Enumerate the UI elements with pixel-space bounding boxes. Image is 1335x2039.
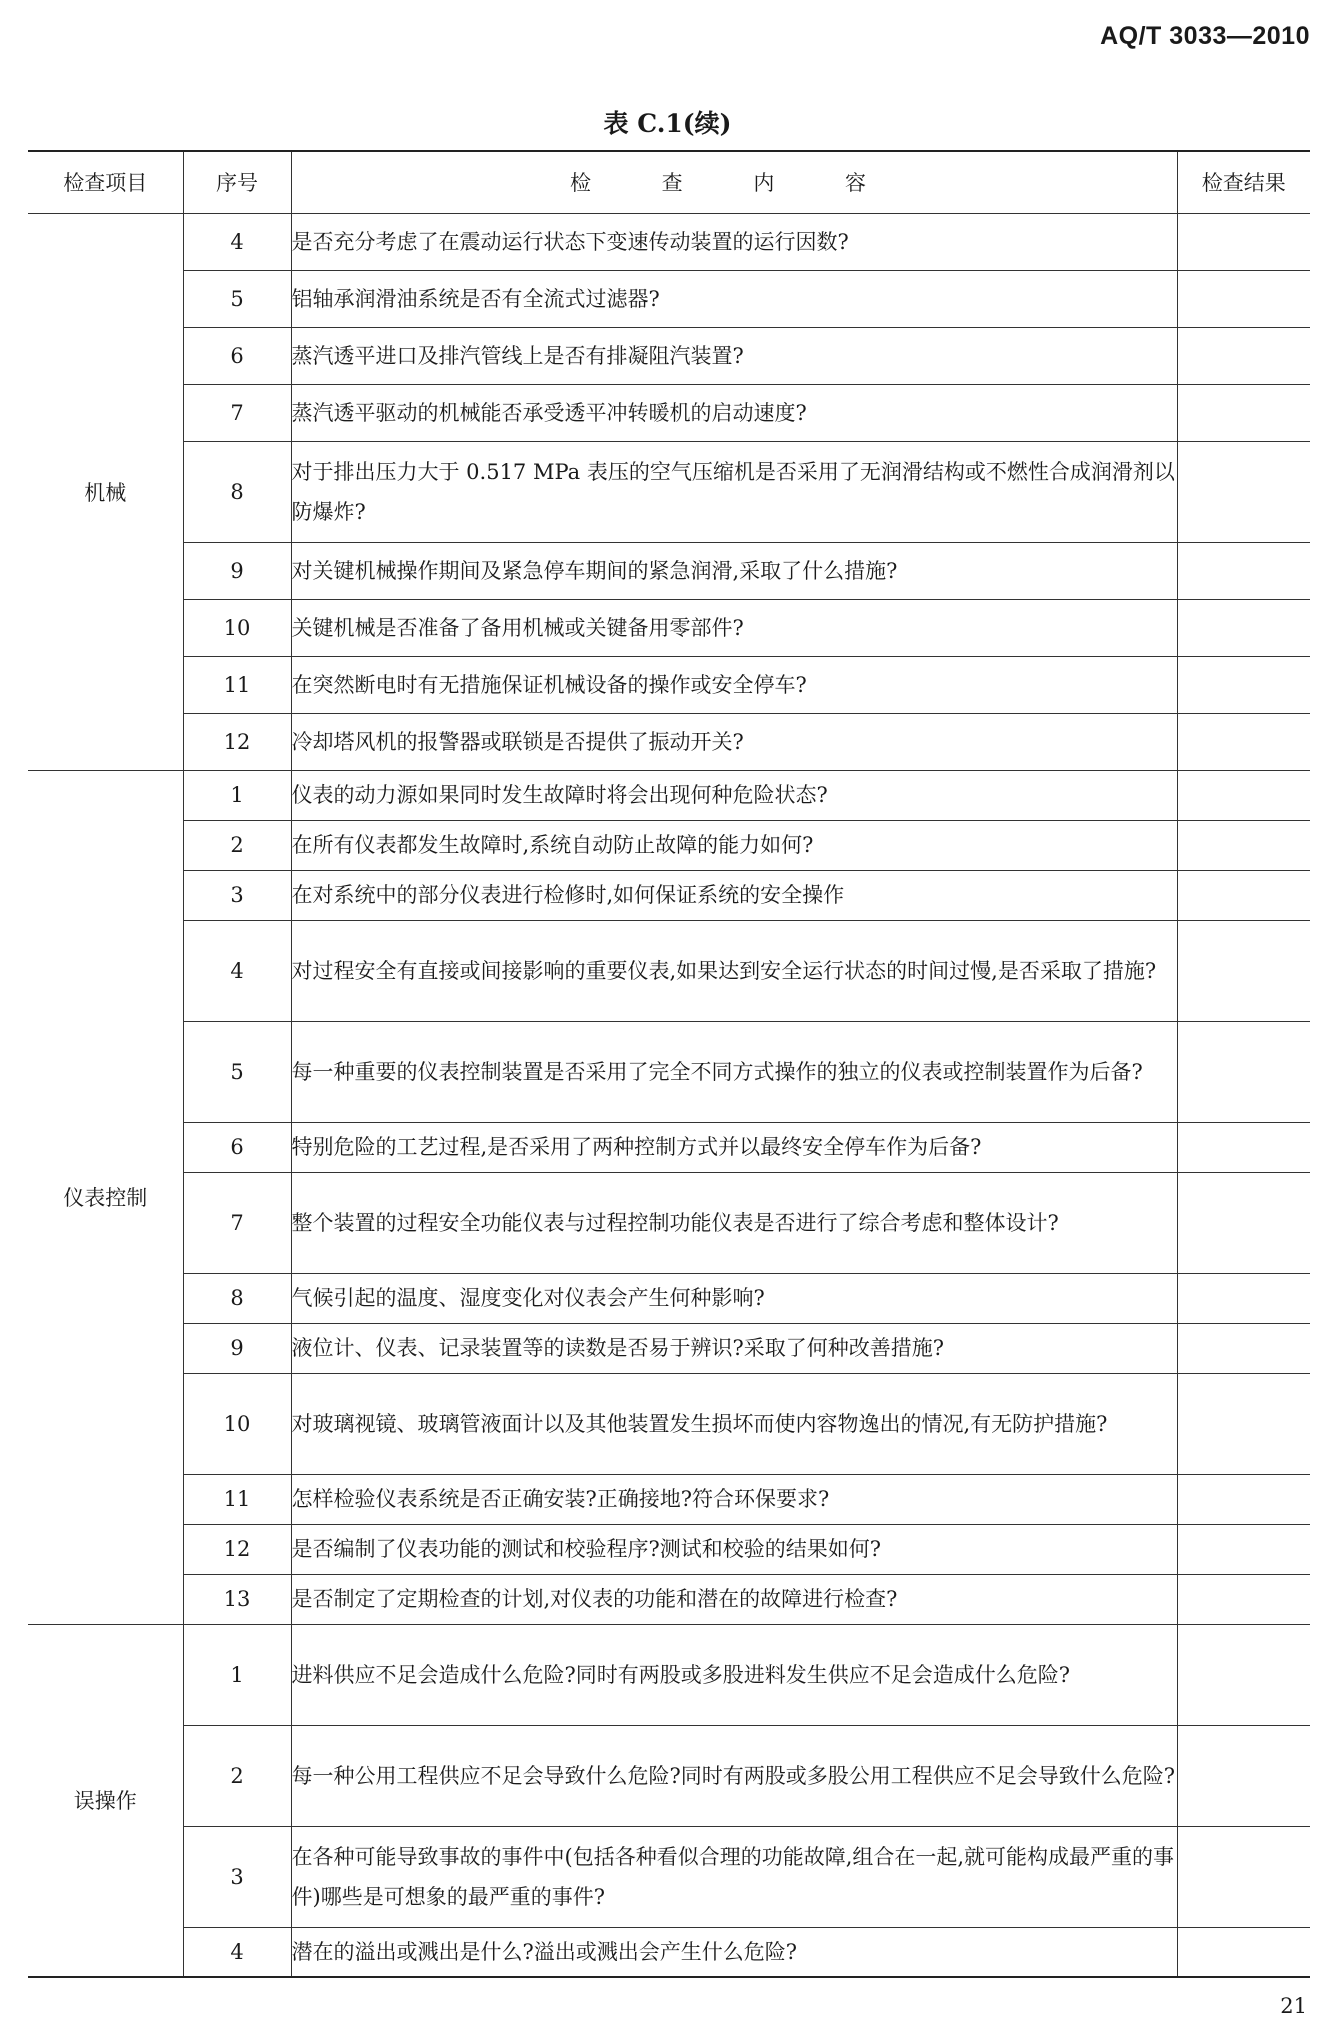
result-cell[interactable] (1177, 1122, 1310, 1172)
result-cell[interactable] (1177, 713, 1310, 770)
content-cell: 对过程安全有直接或间接影响的重要仪表,如果达到安全运行状态的时间过慢,是否采取了措施? (291, 920, 1177, 1021)
seq-cell: 10 (183, 1373, 291, 1474)
table-row (28, 1172, 1310, 1273)
inspection-checklist-table (28, 150, 1310, 1978)
category-cell-machinery: 机械 (28, 213, 183, 770)
table-row (28, 1524, 1310, 1574)
result-cell[interactable] (1177, 1474, 1310, 1524)
content-cell: 仪表的动力源如果同时发生故障时将会出现何种危险状态? (291, 770, 1177, 820)
seq-cell: 1 (183, 770, 291, 820)
table-row (28, 327, 1310, 384)
table-row (28, 920, 1310, 1021)
table-row (28, 820, 1310, 870)
result-cell[interactable] (1177, 870, 1310, 920)
content-cell: 蒸汽透平驱动的机械能否承受透平冲转暖机的启动速度? (291, 384, 1177, 441)
content-cell: 是否充分考虑了在震动运行状态下变速传动装置的运行因数? (291, 213, 1177, 270)
table-row (28, 1826, 1310, 1927)
result-cell[interactable] (1177, 213, 1310, 270)
seq-cell: 5 (183, 270, 291, 327)
table-row (28, 870, 1310, 920)
result-cell[interactable] (1177, 656, 1310, 713)
table-row (28, 384, 1310, 441)
seq-cell: 8 (183, 441, 291, 542)
seq-cell: 5 (183, 1021, 291, 1122)
result-cell[interactable] (1177, 1273, 1310, 1323)
table-row (28, 1273, 1310, 1323)
content-cell: 铝轴承润滑油系统是否有全流式过滤器? (291, 270, 1177, 327)
seq-cell: 4 (183, 1927, 291, 1977)
category-cell-instrumentation: 仪表控制 (28, 770, 183, 1624)
seq-cell: 7 (183, 384, 291, 441)
content-cell: 对于排出压力大于 0.517 MPa 表压的空气压缩机是否采用了无润滑结构或不燃性合成润滑剂以防爆炸? (291, 441, 1177, 542)
seq-cell: 6 (183, 327, 291, 384)
table-row (28, 1323, 1310, 1373)
content-cell: 在对系统中的部分仪表进行检修时,如何保证系统的安全操作 (291, 870, 1177, 920)
content-cell: 关键机械是否准备了备用机械或关键备用零部件? (291, 599, 1177, 656)
seq-cell: 13 (183, 1574, 291, 1624)
content-cell: 每一种公用工程供应不足会导致什么危险?同时有两股或多股公用工程供应不足会导致什么危险? (291, 1725, 1177, 1826)
result-cell[interactable] (1177, 1574, 1310, 1624)
result-cell[interactable] (1177, 270, 1310, 327)
seq-cell: 3 (183, 870, 291, 920)
seq-cell: 8 (183, 1273, 291, 1323)
table-row (28, 1624, 1310, 1725)
result-cell[interactable] (1177, 920, 1310, 1021)
content-cell: 进料供应不足会造成什么危险?同时有两股或多股进料发生供应不足会造成什么危险? (291, 1624, 1177, 1725)
result-cell[interactable] (1177, 441, 1310, 542)
content-cell: 是否编制了仪表功能的测试和校验程序?测试和校验的结果如何? (291, 1524, 1177, 1574)
table-row (28, 1373, 1310, 1474)
content-cell: 是否制定了定期检查的计划,对仪表的功能和潜在的故障进行检查? (291, 1574, 1177, 1624)
result-cell[interactable] (1177, 542, 1310, 599)
seq-cell: 11 (183, 656, 291, 713)
category-cell-misoperation: 误操作 (28, 1624, 183, 1977)
content-cell: 对玻璃视镜、玻璃管液面计以及其他装置发生损坏而使内容物逸出的情况,有无防护措施? (291, 1373, 1177, 1474)
result-cell[interactable] (1177, 384, 1310, 441)
result-cell[interactable] (1177, 1524, 1310, 1574)
table-row (28, 1574, 1310, 1624)
content-cell: 蒸汽透平进口及排汽管线上是否有排凝阻汽装置? (291, 327, 1177, 384)
content-cell: 特别危险的工艺过程,是否采用了两种控制方式并以最终安全停车作为后备? (291, 1122, 1177, 1172)
seq-cell: 6 (183, 1122, 291, 1172)
seq-cell: 11 (183, 1474, 291, 1524)
content-cell: 对关键机械操作期间及紧急停车期间的紧急润滑,采取了什么措施? (291, 542, 1177, 599)
content-cell: 气候引起的温度、湿度变化对仪表会产生何种影响? (291, 1273, 1177, 1323)
table-row (28, 270, 1310, 327)
content-cell: 怎样检验仪表系统是否正确安装?正确接地?符合环保要求? (291, 1474, 1177, 1524)
result-cell[interactable] (1177, 1172, 1310, 1273)
document-code: AQ/T 3033—2010 (1100, 22, 1310, 50)
column-header-category: 检查项目 (28, 151, 183, 213)
seq-cell: 9 (183, 1323, 291, 1373)
result-cell[interactable] (1177, 1927, 1310, 1977)
column-header-content: 检 查 内 容 (291, 151, 1177, 213)
column-header-seq: 序号 (183, 151, 291, 213)
table-row (28, 542, 1310, 599)
table-row (28, 1122, 1310, 1172)
result-cell[interactable] (1177, 1373, 1310, 1474)
table-row (28, 713, 1310, 770)
table-row (28, 599, 1310, 656)
table-header-row (28, 151, 1310, 213)
result-cell[interactable] (1177, 820, 1310, 870)
table-row (28, 770, 1310, 820)
seq-cell: 2 (183, 820, 291, 870)
table-title: 表 C.1(续) (603, 109, 732, 138)
result-cell[interactable] (1177, 1624, 1310, 1725)
result-cell[interactable] (1177, 327, 1310, 384)
content-cell: 在突然断电时有无措施保证机械设备的操作或安全停车? (291, 656, 1177, 713)
seq-cell: 4 (183, 920, 291, 1021)
table-row (28, 1725, 1310, 1826)
seq-cell: 2 (183, 1725, 291, 1826)
content-cell: 整个装置的过程安全功能仪表与过程控制功能仪表是否进行了综合考虑和整体设计? (291, 1172, 1177, 1273)
result-cell[interactable] (1177, 599, 1310, 656)
seq-cell: 12 (183, 713, 291, 770)
table-row (28, 1474, 1310, 1524)
content-cell: 在所有仪表都发生故障时,系统自动防止故障的能力如何? (291, 820, 1177, 870)
table-row (28, 213, 1310, 270)
seq-cell: 3 (183, 1826, 291, 1927)
result-cell[interactable] (1177, 1725, 1310, 1826)
table-row (28, 656, 1310, 713)
column-header-result: 检查结果 (1177, 151, 1310, 213)
result-cell[interactable] (1177, 1021, 1310, 1122)
content-cell: 在各种可能导致事故的事件中(包括各种看似合理的功能故障,组合在一起,就可能构成最严重的事件)哪些是可想象的最严重的事件? (291, 1826, 1177, 1927)
content-cell: 液位计、仪表、记录装置等的读数是否易于辨识?采取了何种改善措施? (291, 1323, 1177, 1373)
table-row (28, 1021, 1310, 1122)
seq-cell: 10 (183, 599, 291, 656)
seq-cell: 1 (183, 1624, 291, 1725)
content-cell: 冷却塔风机的报警器或联锁是否提供了振动开关? (291, 713, 1177, 770)
content-cell: 每一种重要的仪表控制装置是否采用了完全不同方式操作的独立的仪表或控制装置作为后备? (291, 1021, 1177, 1122)
seq-cell: 4 (183, 213, 291, 270)
content-cell: 潜在的溢出或溅出是什么?溢出或溅出会产生什么危险? (291, 1927, 1177, 1977)
seq-cell: 7 (183, 1172, 291, 1273)
seq-cell: 9 (183, 542, 291, 599)
result-cell[interactable] (1177, 770, 1310, 820)
seq-cell: 12 (183, 1524, 291, 1574)
page-number: 21 (1280, 1994, 1307, 2018)
result-cell[interactable] (1177, 1826, 1310, 1927)
table-row (28, 441, 1310, 542)
table-row (28, 1927, 1310, 1977)
result-cell[interactable] (1177, 1323, 1310, 1373)
